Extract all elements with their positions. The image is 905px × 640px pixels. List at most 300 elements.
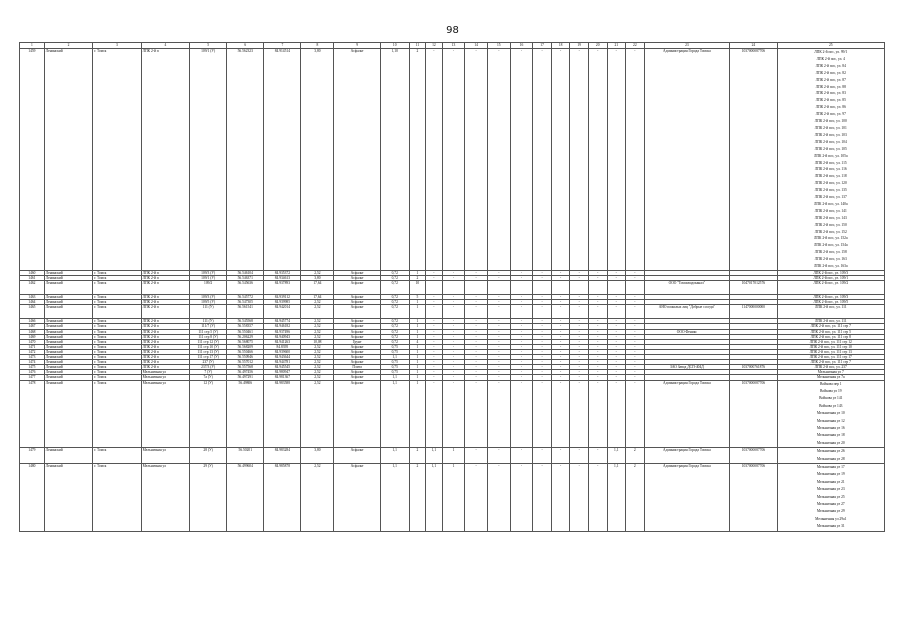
address-list-item: ЛПК 2-й пос, ул. 137 xyxy=(814,195,847,200)
table-cell-col-11: 1 xyxy=(409,349,425,354)
table-cell-col-7: 84.945774 xyxy=(264,319,301,324)
table-cell-col-5: 109/2 xyxy=(190,281,227,295)
table-cell-col-10: 0,75 xyxy=(380,370,409,375)
table-cell-col-19: - xyxy=(570,305,589,319)
table-cell-col-24: 1037000761876 xyxy=(730,365,777,370)
table-cell-col-23: Администрация Города Томска xyxy=(644,463,730,531)
table-cell-col-13: - xyxy=(442,355,465,360)
table-cell-col-5: 29 (У) xyxy=(190,463,227,531)
table-cell-col-18: - xyxy=(551,344,570,349)
table-cell-col-8: 2,52 xyxy=(301,463,334,531)
table-cell-col-13: 1 xyxy=(442,463,465,531)
table-cell-col-5: 111 стр 5 (У) xyxy=(190,329,227,334)
table-cell-col-1: 1467 xyxy=(20,324,45,329)
table-cell-col-2: Ленинский xyxy=(44,344,92,349)
table-cell-col-8: 2,52 xyxy=(301,365,334,370)
column-number-cell: 15 xyxy=(487,43,510,49)
table-cell-col-7: 84.8395 xyxy=(264,344,301,349)
table-cell-col-16: - xyxy=(510,355,533,360)
table-cell-col-16: - xyxy=(510,271,533,276)
table-cell-col-5: 109/1 (У) xyxy=(190,276,227,281)
table-cell-col-19: - xyxy=(570,329,589,334)
table-cell-col-20: - xyxy=(588,334,607,339)
table-cell-col-4: ЛПК 2-й п xyxy=(141,365,189,370)
table-cell-col-16: - xyxy=(510,305,533,319)
table-cell-col-6: 56.568209 xyxy=(227,344,264,349)
address-list-item: ЛПК 2-й пос, ул. 83 xyxy=(815,91,846,96)
table-cell-col-19: - xyxy=(570,355,589,360)
table-cell-col-9: Асфальт xyxy=(334,276,380,281)
table-cell-col-8: 17,64 xyxy=(301,281,334,295)
table-cell-col-7: 84.985878 xyxy=(264,463,301,531)
table-cell-col-5: 237 (У) xyxy=(190,360,227,365)
table-cell-col-7: 84.983284 xyxy=(264,448,301,464)
table-cell-col-2: Ленинский xyxy=(44,305,92,319)
table-cell-col-9: Асфальт xyxy=(334,344,380,349)
column-number-cell: 4 xyxy=(141,43,189,49)
table-cell-col-17: - xyxy=(533,349,552,354)
table-cell-col-12: 1,1 xyxy=(426,463,442,531)
address-list-item: Мельничная ул 29а1 xyxy=(815,516,847,521)
table-cell-col-16: - xyxy=(510,448,533,464)
table-cell-col-7: 84.939600 xyxy=(264,349,301,354)
table-cell-col-12: - xyxy=(426,349,442,354)
table-cell-col-8: 2,52 xyxy=(301,370,334,375)
table-cell-col-3: г. Томск xyxy=(93,375,141,380)
table-cell-col-19: - xyxy=(570,276,589,281)
address-list-item: Войкова ул 143 xyxy=(819,403,843,408)
table-cell-col-2: Ленинский xyxy=(44,355,92,360)
table-cell-col-4: Мельничная ул xyxy=(141,370,189,375)
table-cell-col-8: 2,52 xyxy=(301,349,334,354)
table-cell-col-13: - xyxy=(442,360,465,365)
table-cell-col-21 xyxy=(607,281,626,295)
table-cell-col-20: - xyxy=(588,305,607,319)
table-cell-col-1: 1478 xyxy=(20,380,45,448)
table-cell-col-19: - xyxy=(570,49,589,271)
table-cell-col-4: ЛПК 2-й п xyxy=(141,276,189,281)
table-cell-col-19: - xyxy=(570,448,589,464)
table-cell-col-4: ЛПК 2-й п xyxy=(141,300,189,305)
table-cell-col-3: г. Томск xyxy=(93,295,141,300)
table-cell-col-10: 0,72 xyxy=(380,281,409,295)
table-cell-col-11: 1 xyxy=(409,370,425,375)
table-cell-col-10: 0,75 xyxy=(380,365,409,370)
table-cell-col-25: Мельничная ул 7 xyxy=(777,370,884,375)
column-number-cell: 19 xyxy=(570,43,589,49)
address-list-item: Мельничная ул 20 xyxy=(816,440,845,445)
table-cell-col-22: - xyxy=(626,305,645,319)
table-cell-col-3: г. Томск xyxy=(93,339,141,344)
table-cell-col-6: 56.497291 xyxy=(227,375,264,380)
table-cell-col-9: Асфальт xyxy=(334,49,380,271)
table-cell-col-6: 56.550461 xyxy=(227,329,264,334)
column-number-cell: 9 xyxy=(334,43,380,49)
table-cell-col-12: - xyxy=(426,49,442,271)
table-row xyxy=(20,365,885,370)
table-cell-col-10: 0,75 xyxy=(380,344,409,349)
table-cell-col-4: Мельничная ул xyxy=(141,375,189,380)
table-cell-col-13: - xyxy=(442,375,465,380)
table-cell-col-10: 0,72 xyxy=(380,329,409,334)
table-cell-col-12: - xyxy=(426,295,442,300)
table-cell-col-3: г. Томск xyxy=(93,276,141,281)
table-cell-col-23: ООО "Томскводоканал" xyxy=(644,281,730,295)
table-cell-col-11: 5 xyxy=(409,295,425,300)
table-cell-col-10: 0,72 xyxy=(380,300,409,305)
table-cell-col-16: - xyxy=(510,324,533,329)
table-cell-col-22: - xyxy=(626,334,645,339)
table-cell-col-19: - xyxy=(570,344,589,349)
table-cell-col-3: г. Томск xyxy=(93,319,141,324)
table-cell-col-20: - xyxy=(588,448,607,464)
table-cell-col-16: - xyxy=(510,339,533,344)
column-number-cell: 12 xyxy=(426,43,442,49)
table-cell-col-10: 0,72 xyxy=(380,324,409,329)
table-cell-col-15: - xyxy=(487,355,510,360)
table-cell-col-11: 1 xyxy=(409,355,425,360)
table-cell-col-20: - xyxy=(588,324,607,329)
table-cell-col-16: - xyxy=(510,49,533,271)
table-cell-col-16: - xyxy=(510,370,533,375)
table-cell-col-12: - xyxy=(426,344,442,349)
table-cell-col-7: 84.944781 xyxy=(264,360,301,365)
table-cell-col-18: - xyxy=(551,300,570,305)
table-cell-col-16: - xyxy=(510,329,533,334)
table-cell-col-6: 56.562323 xyxy=(227,49,264,271)
table-cell-col-6: 56.558357 xyxy=(227,324,264,329)
table-cell-col-18: - xyxy=(551,375,570,380)
table-cell-col-18: - xyxy=(551,334,570,339)
table-cell-col-14: - xyxy=(465,375,488,380)
table-cell-col-6: 56.550466 xyxy=(227,349,264,354)
table-cell-col-19 xyxy=(570,281,589,295)
table-cell-col-16: - xyxy=(510,375,533,380)
table-cell-col-18: - xyxy=(551,295,570,300)
table-cell-col-16: - xyxy=(510,300,533,305)
column-number-cell: 16 xyxy=(510,43,533,49)
table-cell-col-17: - xyxy=(533,295,552,300)
table-cell-col-12: - xyxy=(426,365,442,370)
table-cell-col-6: 56.546104 xyxy=(227,271,264,276)
table-cell-col-25 xyxy=(777,49,884,271)
table-cell-col-7: 84.943644 xyxy=(264,355,301,360)
table-cell-col-2: Ленинский xyxy=(44,276,92,281)
address-list-item: ЛПК 2-й пос, ул. 118 xyxy=(814,174,847,179)
table-cell-col-17: - xyxy=(533,380,552,448)
table-cell-col-3: г. Томск xyxy=(93,344,141,349)
table-cell-col-5: 111 стр 8 (У) xyxy=(190,334,227,339)
table-cell-col-22: - xyxy=(626,370,645,375)
table-cell-col-23: Администрация Города Томска xyxy=(644,448,730,464)
table-cell-col-11: 2 xyxy=(409,49,425,271)
table-cell-col-1: 1462 xyxy=(20,281,45,295)
table-cell-col-15: - xyxy=(487,271,510,276)
table-cell-col-5: 111 (У) xyxy=(190,305,227,319)
address-list-item: Мельничная ул 31 xyxy=(816,524,845,529)
table-cell-col-1: 1465 xyxy=(20,305,45,319)
table-cell-col-3: г. Томск xyxy=(93,448,141,464)
table-cell-col-8: 2,52 xyxy=(301,360,334,365)
table-cell-col-21: - xyxy=(607,349,626,354)
column-number-cell: 17 xyxy=(533,43,552,49)
table-cell-col-19: - xyxy=(570,375,589,380)
table-cell-col-22: - xyxy=(626,329,645,334)
table-cell-col-12: - xyxy=(426,334,442,339)
table-cell-col-2: Ленинский xyxy=(44,360,92,365)
table-cell-col-7: 84.937496 xyxy=(264,329,301,334)
table-cell-col-1: 1464 xyxy=(20,300,45,305)
table-cell-col-14: - xyxy=(465,360,488,365)
table-cell-col-1: 1476 xyxy=(20,370,45,375)
table-cell-col-20 xyxy=(588,281,607,295)
table-cell-col-25: ЛПК 2-й пос, ул. 111 стр 7 xyxy=(777,360,884,365)
table-cell-col-3: г. Томск xyxy=(93,49,141,271)
table-cell-col-21: 1,1 xyxy=(607,463,626,531)
table-cell-col-4: ЛПК 2-й п xyxy=(141,295,189,300)
table-cell-col-15: - xyxy=(487,295,510,300)
table-cell-col-19: - xyxy=(570,271,589,276)
table-cell-col-22: - xyxy=(626,349,645,354)
table-cell-col-14: - xyxy=(465,339,488,344)
address-list-item: ЛПК 2-й пос, ул. 163 xyxy=(814,257,847,262)
table-row xyxy=(20,305,885,319)
table-cell-col-19: - xyxy=(570,324,589,329)
table-cell-col-10: 0,72 xyxy=(380,334,409,339)
table-cell-col-21: - xyxy=(607,305,626,319)
table-cell-col-14: - xyxy=(465,319,488,324)
table-cell-col-24: 1037000087706 xyxy=(730,448,777,464)
table-cell-col-12 xyxy=(426,281,442,295)
table-cell-col-21: - xyxy=(607,49,626,271)
table-cell-col-9: Асфальт xyxy=(334,360,380,365)
table-cell-col-14: - xyxy=(465,324,488,329)
table-cell-col-1: 1461 xyxy=(20,276,45,281)
table-cell-col-15: - xyxy=(487,344,510,349)
table-cell-col-18: - xyxy=(551,349,570,354)
table-cell-col-7: 84.980947 xyxy=(264,370,301,375)
table-cell-col-25: ЛПК 2-й пос, ул. 111 стр 13 xyxy=(777,349,884,354)
address-list-item: Войкова ул 141 xyxy=(819,396,843,401)
table-row xyxy=(20,281,885,295)
table-cell-col-23: ЗАО Завод ДСП-404Д xyxy=(644,365,730,370)
table-cell-col-21: - xyxy=(607,319,626,324)
table-cell-col-13: - xyxy=(442,329,465,334)
table-cell-col-4: Мельничная ул xyxy=(141,380,189,448)
table-cell-col-13: - xyxy=(442,370,465,375)
table-cell-col-10: 0,72 xyxy=(380,276,409,281)
table-cell-col-18: - xyxy=(551,271,570,276)
table-cell-col-7: 84.939985 xyxy=(264,300,301,305)
table-row xyxy=(20,380,885,448)
table-cell-col-22: - xyxy=(626,295,645,300)
table-cell-col-8: 2,52 xyxy=(301,380,334,448)
table-cell-col-21: - xyxy=(607,355,626,360)
table-cell-col-14: - xyxy=(465,448,488,464)
table-cell-col-18: - xyxy=(551,463,570,531)
table-cell-col-9: Плита xyxy=(334,365,380,370)
table-cell-col-25 xyxy=(777,380,884,448)
table-cell-col-1: 1477 xyxy=(20,375,45,380)
table-cell-col-6: 56.561541 xyxy=(227,305,264,319)
table-cell-col-4: ЛПК 2-й п xyxy=(141,319,189,324)
column-number-cell: 2 xyxy=(44,43,92,49)
table-cell-col-17 xyxy=(533,281,552,295)
table-cell-col-17: - xyxy=(533,355,552,360)
table-cell-col-12: - xyxy=(426,305,442,319)
address-list-item: ЛПК 2-й пос, ул. 150 xyxy=(814,222,847,227)
table-cell-col-13 xyxy=(442,281,465,295)
table-cell-col-4: Мельничная ул xyxy=(141,463,189,531)
table-cell-col-10: 0,72 xyxy=(380,295,409,300)
table-cell-col-2: Ленинский xyxy=(44,271,92,276)
table-cell-col-6: 56.545636 xyxy=(227,281,264,295)
table-cell-col-17: - xyxy=(533,370,552,375)
table-cell-col-2: Ленинский xyxy=(44,463,92,531)
table-cell-col-21: - xyxy=(607,334,626,339)
table-cell-col-6: 56.206229 xyxy=(227,334,264,339)
table-cell-col-9: Асфальт xyxy=(334,281,380,295)
table-cell-col-12: - xyxy=(426,370,442,375)
table-cell-col-16 xyxy=(510,281,533,295)
address-list-item: ЛПК 2-й пос, ул. 120 xyxy=(814,181,847,186)
table-cell-col-25: ЛПК 2-й пос, ул. 111 стр 7 xyxy=(777,324,884,329)
table-cell-col-18 xyxy=(551,281,570,295)
table-cell-col-5: 7а (У) xyxy=(190,375,227,380)
table-cell-col-9: Асфальт xyxy=(334,349,380,354)
column-number-cell: 7 xyxy=(264,43,301,49)
table-cell-col-14: - xyxy=(465,463,488,531)
table-cell-col-6: 56.50201 xyxy=(227,448,264,464)
registry-table xyxy=(19,42,885,532)
table-cell-col-1: 1479 xyxy=(20,448,45,464)
address-list-item: ЛПК 2-й пос, ул. 140а xyxy=(814,201,848,206)
column-number-cell: 18 xyxy=(551,43,570,49)
table-cell-col-10: 1,1 xyxy=(380,375,409,380)
address-list-item: Мельничная ул 26 xyxy=(816,449,845,454)
table-cell-col-3: г. Томск xyxy=(93,380,141,448)
table-cell-col-2: Ленинский xyxy=(44,448,92,464)
table-cell-col-20: - xyxy=(588,339,607,344)
table-cell-col-17: - xyxy=(533,344,552,349)
table-cell-col-19: - xyxy=(570,300,589,305)
table-cell-col-9: Грунт xyxy=(334,339,380,344)
page-number: 98 xyxy=(446,25,459,36)
table-cell-col-11: 1 xyxy=(409,319,425,324)
table-cell-col-7: 84.937893 xyxy=(264,281,301,295)
table-cell-col-11: 1 xyxy=(409,380,425,448)
table-cell-col-9: Асфальт xyxy=(334,295,380,300)
address-list-item: Мельничная ул 17 xyxy=(816,464,845,469)
table-cell-col-12: - xyxy=(426,271,442,276)
table-cell-col-1: 1459 xyxy=(20,49,45,271)
table-cell-col-18: - xyxy=(551,365,570,370)
table-cell-col-18: - xyxy=(551,324,570,329)
table-cell-col-5: 109/1 (У) xyxy=(190,49,227,271)
table-cell-col-12: - xyxy=(426,319,442,324)
table-cell-col-10: 0,75 xyxy=(380,349,409,354)
table-cell-col-17: - xyxy=(533,375,552,380)
table-cell-col-19: - xyxy=(570,295,589,300)
table-cell-col-13: - xyxy=(442,319,465,324)
address-list-item: Мельничная ул 12 xyxy=(816,418,845,423)
table-cell-col-17: - xyxy=(533,463,552,531)
table-cell-col-16: - xyxy=(510,344,533,349)
table-cell-col-5: 109/5 (У) xyxy=(190,300,227,305)
address-list-item: ЛПК 2-й пос, ул. 135 xyxy=(814,188,847,193)
table-cell-col-9: Асфальт xyxy=(334,319,380,324)
table-cell-col-7: 84.981367 xyxy=(264,375,301,380)
table-cell-col-14: - xyxy=(465,49,488,271)
table-cell-col-2: Ленинский xyxy=(44,295,92,300)
table-cell-col-19: - xyxy=(570,365,589,370)
column-number-cell: 8 xyxy=(301,43,334,49)
table-cell-col-22: - xyxy=(626,324,645,329)
table-row xyxy=(20,448,885,464)
table-cell-col-8: 3,80 xyxy=(301,276,334,281)
table-cell-col-15: - xyxy=(487,463,510,531)
table-cell-col-10: 1,1 xyxy=(380,463,409,531)
table-cell-col-5: 111 стр 17 (У) xyxy=(190,355,227,360)
table-cell-col-8: 17,64 xyxy=(301,295,334,300)
table-cell-col-8: 2,52 xyxy=(301,324,334,329)
table-cell-col-7: 84.941263 xyxy=(264,339,301,344)
table-cell-col-14: - xyxy=(465,305,488,319)
table-cell-col-5: 109/3 (У) xyxy=(190,271,227,276)
table-cell-col-25: ЛПК 2-й пос, ул. 109/1 xyxy=(777,276,884,281)
table-cell-col-16: - xyxy=(510,360,533,365)
table-cell-col-9: Асфальт xyxy=(334,370,380,375)
table-cell-col-18: - xyxy=(551,276,570,281)
table-cell-col-8: 2,52 xyxy=(301,319,334,324)
table-cell-col-20: - xyxy=(588,319,607,324)
table-cell-col-1: 1472 xyxy=(20,349,45,354)
table-cell-col-16: - xyxy=(510,463,533,531)
table-cell-col-5: 111 стр 10 (У) xyxy=(190,344,227,349)
table-cell-col-16: - xyxy=(510,380,533,448)
table-cell-col-13: - xyxy=(442,295,465,300)
address-list-item: ЛПК 2-й пос, ул. 86 xyxy=(815,105,846,110)
table-cell-col-12: - xyxy=(426,339,442,344)
table-cell-col-17: - xyxy=(533,49,552,271)
table-cell-col-12: - xyxy=(426,360,442,365)
table-cell-col-25: Мельничная ул 7а xyxy=(777,375,884,380)
table-cell-col-15: - xyxy=(487,319,510,324)
table-cell-col-5: 111/7 (У) xyxy=(190,324,227,329)
table-cell-col-25: ЛПК 2-й пос, ул. 111 стр 10 xyxy=(777,344,884,349)
table-cell-col-6: 56.557012 xyxy=(227,360,264,365)
table-cell-col-18: - xyxy=(551,360,570,365)
table-cell-col-20: - xyxy=(588,375,607,380)
table-cell-col-6: 56.547305 xyxy=(227,300,264,305)
table-cell-col-5: 28 (У) xyxy=(190,448,227,464)
column-number-cell: 3 xyxy=(93,43,141,49)
address-list-item: ЛПК 2-й пос, ул. 152а xyxy=(814,236,848,241)
table-cell-col-15: - xyxy=(487,334,510,339)
table-cell-col-14: - xyxy=(465,276,488,281)
table-cell-col-18: - xyxy=(551,305,570,319)
address-list-item: ЛПК 2-й пос, ул. 82 xyxy=(815,70,846,75)
table-cell-col-18: - xyxy=(551,355,570,360)
table-cell-col-20: - xyxy=(588,365,607,370)
table-cell-col-14: - xyxy=(465,365,488,370)
table-cell-col-12: - xyxy=(426,355,442,360)
table-cell-col-21: - xyxy=(607,276,626,281)
table-cell-col-18: - xyxy=(551,319,570,324)
table-cell-col-11: 4 xyxy=(409,339,425,344)
address-list-item: Мельничная ул 16 xyxy=(816,425,845,430)
table-cell-col-18: - xyxy=(551,380,570,448)
